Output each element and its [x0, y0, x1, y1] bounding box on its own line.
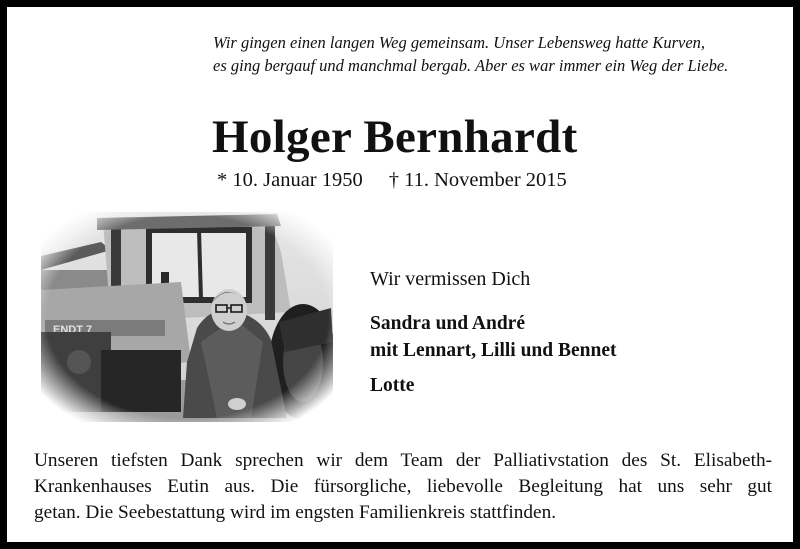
message-text: Wir vermissen Dich: [370, 268, 531, 290]
thanks-line-3: getan. Die Seebestattung wird im engsten Familienkreis stattfinden.: [34, 502, 557, 523]
signer-line-2: mit Lennart, Lilli und Bennet: [370, 340, 617, 361]
death-date: † 11. November 2015: [388, 169, 567, 191]
thanks-paragraph: [34, 448, 772, 526]
life-dates: [217, 166, 567, 194]
signer-spacer: [370, 364, 617, 372]
portrait-photo: [41, 212, 333, 422]
motto-line-2: es ging bergauf und manchmal bergab. Aber es war immer ein Weg der Liebe.: [213, 56, 729, 75]
motto-quote: [213, 31, 773, 77]
thanks-line-2: Krankenhauses Eutin aus. Die fürsorgliche, liebevolle Begleitung hat uns sehr gut: [34, 476, 772, 497]
signers-block: [370, 310, 617, 399]
signer-line-3: Lotte: [370, 375, 415, 396]
birth-date: * 10. Januar 1950: [217, 169, 363, 191]
thanks-line-1: Unseren tiefsten Dank sprechen wir dem Team der Palliativstation des St. Elisabeth-: [34, 450, 772, 471]
signer-line-1: Sandra und André: [370, 313, 525, 334]
deceased-name: Holger Bernhardt: [212, 111, 578, 163]
motto-line-1: Wir gingen einen langen Weg gemeinsam. Unser Lebensweg hatte Kurven,: [213, 33, 706, 52]
